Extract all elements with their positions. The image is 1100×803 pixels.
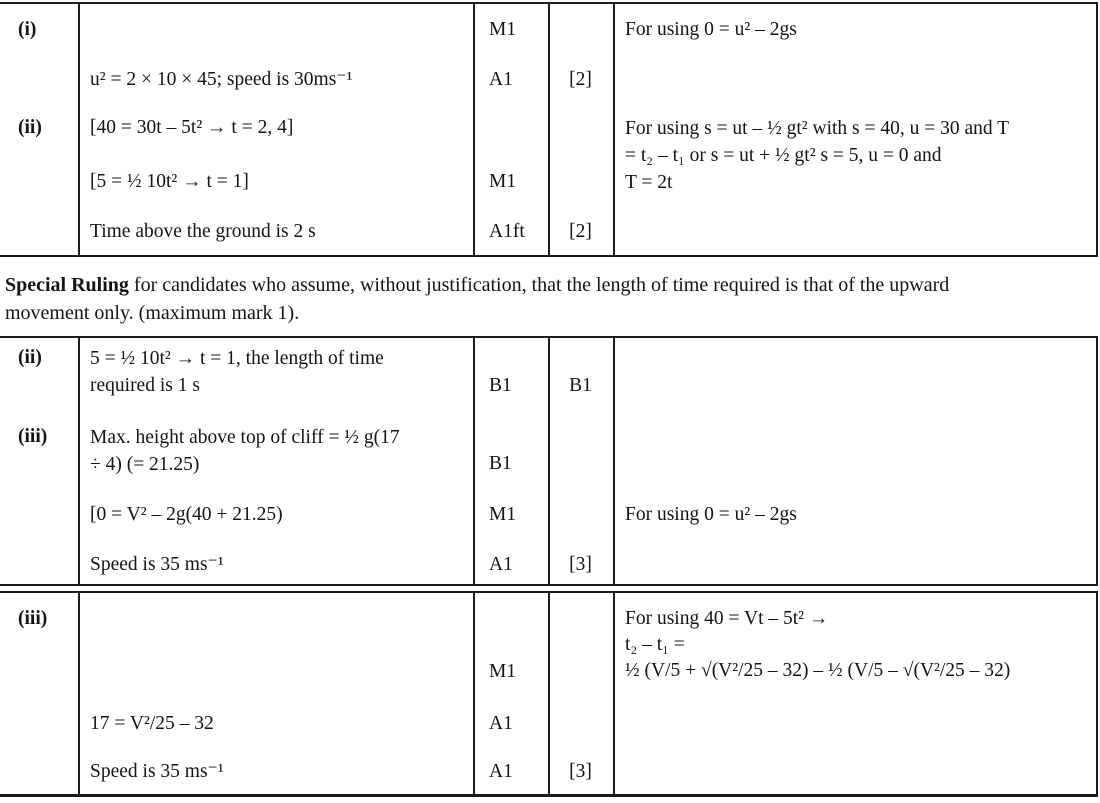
- part-label-ii: (ii): [18, 347, 42, 368]
- column-divider: [473, 593, 475, 794]
- working-line: Max. height above top of cliff = ½ g(17: [90, 427, 400, 448]
- working-line: required is 1 s: [90, 375, 200, 396]
- part-label-iii: (iii): [18, 608, 48, 629]
- special-ruling-note: [5, 271, 1097, 327]
- examiner-note-line: ½ (V/5 + √(V²/25 – 32) – ½ (V/5 – √(V²/25 – 32): [625, 660, 1011, 681]
- working-text: Speed is 35 ms⁻¹: [90, 761, 224, 782]
- examiner-note-block: [625, 606, 1010, 684]
- column-divider: [78, 338, 80, 584]
- total-marks: [2]: [569, 69, 592, 90]
- examiner-note-line: = t₂ – t₁ or s = ut + ½ gt² s = 5, u = 0 and: [625, 145, 942, 166]
- mark-code: M1: [489, 504, 517, 525]
- working-text: [5 = ½ 10t² → t = 1]: [90, 171, 249, 192]
- part-label-i: (i): [18, 19, 37, 40]
- mark-code: B1: [489, 453, 512, 474]
- examiner-note-line: For using s = ut – ½ gt² with s = 40, u = 30 and T: [625, 118, 1010, 139]
- total-marks: [2]: [569, 221, 592, 242]
- working-text: u² = 2 × 10 × 45; speed is 30ms⁻¹: [90, 69, 353, 90]
- column-divider: [78, 593, 80, 794]
- mark-code: A1: [489, 761, 513, 782]
- working-block: [90, 345, 384, 399]
- total-marks: [3]: [569, 554, 592, 575]
- total-marks: B1: [569, 375, 592, 396]
- column-divider: [613, 4, 615, 255]
- part-label-iii: (iii): [18, 426, 48, 447]
- column-divider: [78, 4, 80, 255]
- working-text: Time above the ground is 2 s: [90, 221, 316, 242]
- mark-code: A1: [489, 713, 513, 734]
- examiner-note-line: T = 2t: [625, 172, 673, 193]
- working-line: 5 = ½ 10t² → t = 1, the length of time: [90, 348, 384, 369]
- column-divider: [473, 338, 475, 584]
- mark-code: A1ft: [489, 221, 525, 242]
- mark-code: A1: [489, 554, 513, 575]
- column-divider: [613, 593, 615, 794]
- working-block: [90, 424, 400, 478]
- mark-code: M1: [489, 171, 517, 192]
- special-ruling-label: Special Ruling: [5, 274, 129, 296]
- mark-code: B1: [489, 375, 512, 396]
- mark-code: M1: [489, 661, 517, 682]
- special-ruling-text: for candidates who assume, without justification, that the length of time required is that of the upward: [128, 274, 950, 296]
- working-text: Speed is 35 ms⁻¹: [90, 554, 224, 575]
- examiner-note-line: For using 40 = Vt – 5t² →: [625, 608, 829, 629]
- examiner-note: For using 0 = u² – 2gs: [625, 19, 797, 40]
- column-divider: [613, 338, 615, 584]
- examiner-note-block: [625, 115, 1009, 196]
- examiner-note-line: t₂ – t₁ =: [625, 634, 685, 655]
- column-divider: [473, 4, 475, 255]
- column-divider: [548, 4, 550, 255]
- working-text: [40 = 30t – 5t² → t = 2, 4]: [90, 117, 294, 138]
- special-ruling-line: movement only. (maximum mark 1).: [5, 302, 300, 324]
- working-text: 17 = V²/25 – 32: [90, 713, 214, 734]
- total-marks: [3]: [569, 761, 592, 782]
- mark-code: M1: [489, 19, 517, 40]
- mark-code: A1: [489, 69, 513, 90]
- working-text: [0 = V² – 2g(40 + 21.25): [90, 504, 283, 525]
- part-label-ii: (ii): [18, 117, 42, 138]
- special-ruling-line: [5, 271, 1097, 299]
- working-line: ÷ 4) (= 21.25): [90, 454, 200, 475]
- examiner-note: For using 0 = u² – 2gs: [625, 504, 797, 525]
